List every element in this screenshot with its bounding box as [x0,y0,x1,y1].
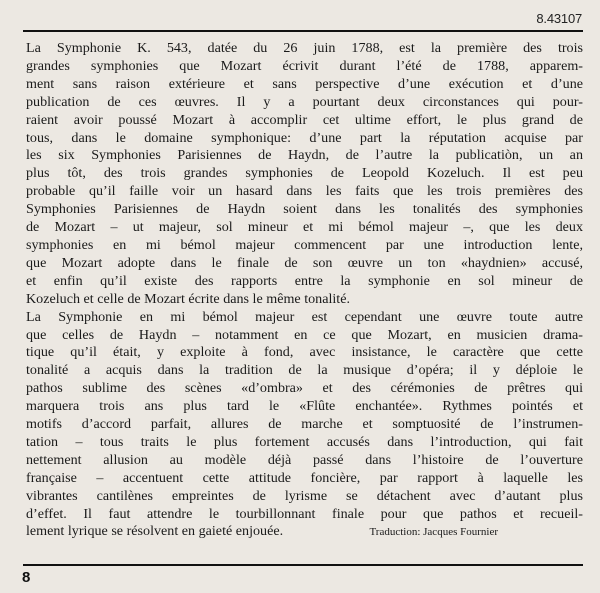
bottom-rule [23,564,583,566]
text-line: pathos sublime des scènes «d’ombra» et des cérémonies de prêtres qui [26,380,583,397]
text-line: Kozeluch et celle de Mozart écrite dans le même tonalité. [26,290,351,307]
text-line: d’effet. Il faut attendre le tourbillonnant finale pour que pathos et recueil- [26,505,583,522]
text-line: française – accentuent cette attitude foncière, par rapport à laquelle les [26,469,583,486]
text-line: publication de ces œuvres. Il y a pourtant deux circonstances qui pour- [26,93,583,110]
text-line: plus tôt, des trois grandes symphonies de Leopold Kozeluch. Il est peu [26,165,583,182]
catalog-number: 8.43107 [536,11,582,26]
liner-notes-text [26,40,583,542]
text-line: que Mozart adopte dans le finale de son œuvre un ton «haydnien» accusé, [26,254,583,271]
text-line: tique qu’il était, y exploite à fond, avec insistance, le caractère que cette [26,344,583,361]
text-line: raient avoir poussé Mozart à accomplir cet ultime effort, le plus grand de [26,111,583,128]
text-line: lement lyrique se résolvent en gaieté enjouée. [26,523,284,540]
text-line: marquera trois ans plus tard le «Flûte enchantée». Rythmes pointés et [26,398,583,415]
text-line: tous, dans le domaine symphonique: d’une part la réputation acquise par [26,129,583,146]
text-line: que celles de Haydn – notamment en ce que Mozart, en musicien drama- [26,326,583,343]
text-line: grandes symphonies que Mozart écrivit durant l’été de 1788, apparem- [26,57,583,74]
text-line: tonalité a acquis dans la tradition de la musique d’opéra; il y déploie le [26,362,583,379]
text-line: symphonies en mi bémol majeur commencent par une introduction lente, [26,236,583,253]
paragraph-2 [26,309,583,543]
text-line: motifs d’accord parfait, allures de marche et somptuosité de l’instrumen- [26,416,583,433]
page-number: 8 [22,569,31,586]
text-line: La Symphonie en mi bémol majeur est cependant une œuvre toute autre [26,308,583,325]
text-line: ment sans raison extérieure et sans perspective d’une exécution et d’une [26,75,583,92]
translation-credit: Traduction: Jacques Fournier [369,526,498,539]
text-line: Symphonies Parisiennes de Haydn soient dans les tonalités des symphonies [26,201,583,218]
text-line: tation – tous traits le plus fortement accusés dans l’introduction, qui fait [26,433,583,450]
text-line: les six Symphonies Parisiennes de Haydn, de l’autre la publicatiòn, un an [26,147,583,164]
text-line: vibrantes cantilènes empreintes de lyrisme se détachent avec d’autant plus [26,487,583,504]
text-line: nettement allusion au modèle déjà passé dans l’histoire de l’ouverture [26,451,583,468]
final-line-row [26,523,583,542]
text-line: probable qu’il faille voir un hasard dans les faits que les trois premières des [26,183,583,200]
text-line: et enfin qu’il existe des rapports entre la symphonie en sol mineur de [26,272,583,289]
text-line: La Symphonie K. 543, datée du 26 juin 1788, est la première des trois [26,40,583,56]
paragraph-1 [26,40,583,309]
top-rule [23,30,583,32]
text-line: de Mozart – ut majeur, sol mineur et mi bémol majeur –, que les deux [26,219,583,236]
